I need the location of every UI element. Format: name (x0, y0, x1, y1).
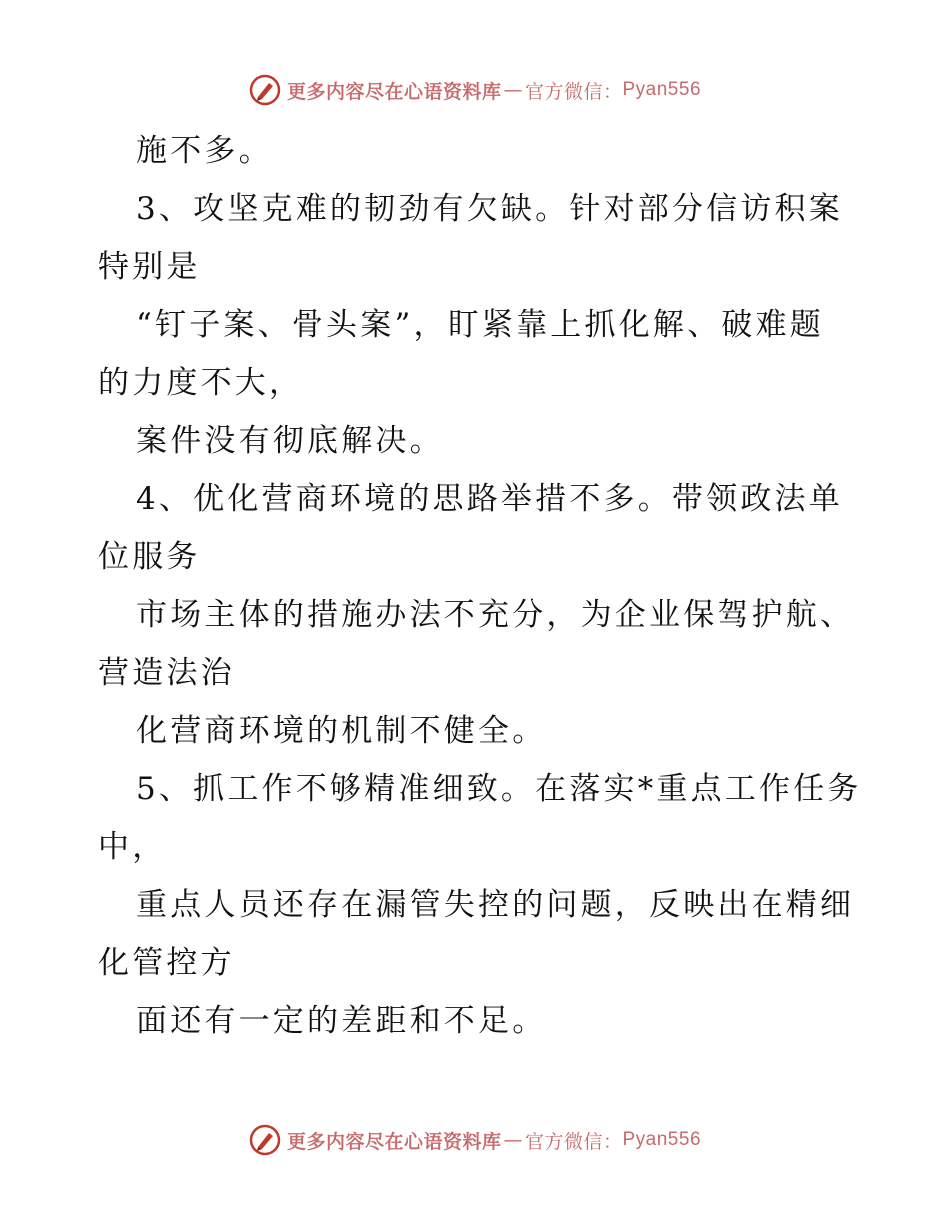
document-body (98, 122, 862, 1050)
watermark-dash: — (503, 79, 523, 101)
body-line: 面还有一定的差距和不足。 (136, 1003, 547, 1039)
watermark-wechat-id: Pyan556 (622, 1129, 702, 1150)
body-line: 重点人员还存在漏管失控的问题，反映出在精细 (136, 887, 855, 923)
body-line: 化管控方 (98, 945, 235, 981)
body-line: 的力度不大， (98, 365, 304, 401)
body-line: 4、优化营商环境的思路举措不多。带领政法单 (136, 481, 843, 517)
watermark-wechat-label: 官方微信： (524, 1130, 623, 1153)
footer-watermark (0, 1124, 950, 1156)
watermark-wechat-id: Pyan556 (622, 79, 702, 100)
body-line: 施不多。 (136, 133, 273, 169)
body-line: 位服务 (98, 539, 201, 575)
watermark-wechat-label: 官方微信： (524, 80, 623, 103)
body-line: 案件没有彻底解决。 (136, 423, 444, 459)
pen-logo-icon (249, 1124, 281, 1156)
body-line: 营造法治 (98, 655, 235, 691)
body-line: 5、抓工作不够精准细致。在落实*重点工作任务 (136, 771, 862, 807)
watermark-dash: — (503, 1129, 523, 1151)
body-line: “钉子案、骨头案”，盯紧靠上抓化解、破难题 (136, 307, 824, 343)
watermark-site-name: 更多内容尽在心语资料库 (286, 80, 502, 103)
body-line: 特别是 (98, 249, 201, 285)
body-line: 3、攻坚克难的韧劲有欠缺。针对部分信访积案 (136, 191, 843, 227)
header-watermark (0, 74, 950, 106)
pen-logo-icon (249, 74, 281, 106)
body-line: 市场主体的措施办法不充分，为企业保驾护航、 (136, 597, 855, 633)
watermark-site-name: 更多内容尽在心语资料库 (286, 1130, 502, 1153)
body-line: 化营商环境的机制不健全。 (136, 713, 547, 749)
body-line: 中， (98, 829, 167, 865)
